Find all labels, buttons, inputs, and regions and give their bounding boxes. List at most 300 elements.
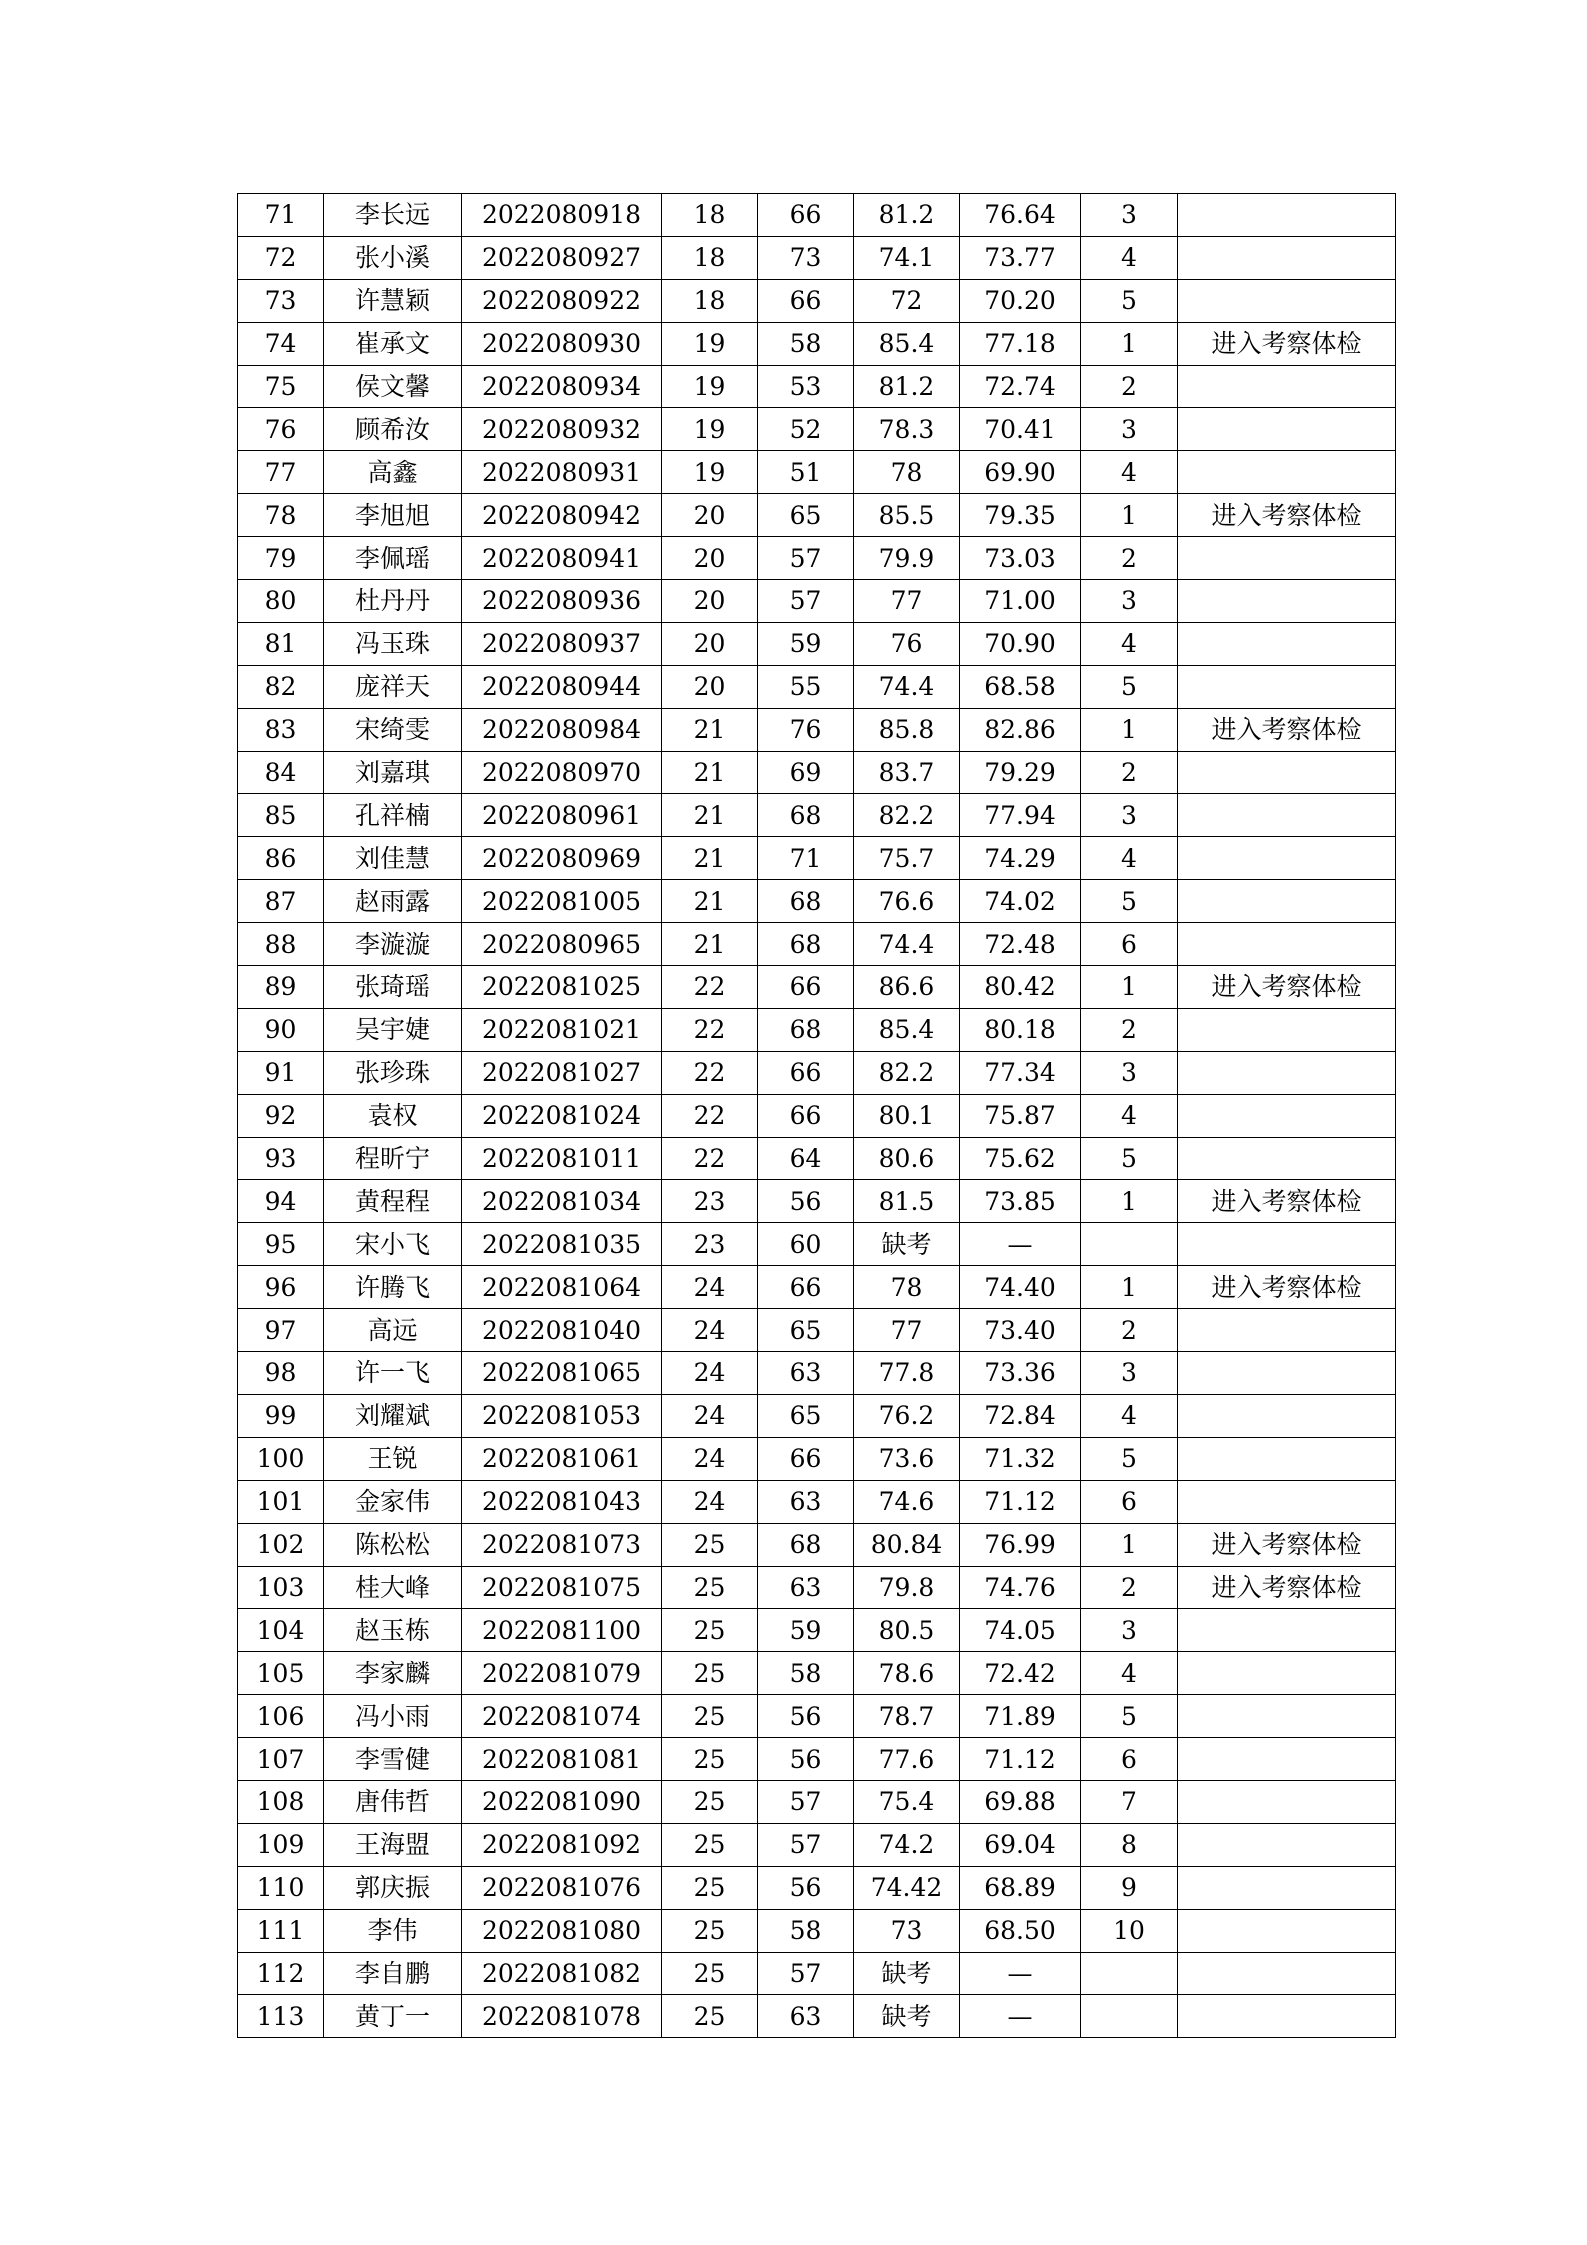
table-row: [238, 751, 1396, 794]
name-cell: 李伟: [324, 1909, 462, 1952]
total-score-cell: 71.89: [960, 1695, 1081, 1738]
written-score-cell: 53: [758, 365, 854, 408]
total-score-cell: 74.05: [960, 1609, 1081, 1652]
name-cell: 冯玉珠: [324, 622, 462, 665]
rank-cell: 1: [1081, 1523, 1178, 1566]
table-row: [238, 1008, 1396, 1051]
exam-id-cell: 2022081090: [462, 1780, 662, 1823]
table-row: [238, 322, 1396, 365]
rank-cell: 4: [1081, 1094, 1178, 1137]
total-score-cell: 74.76: [960, 1566, 1081, 1609]
rank-cell: 5: [1081, 1137, 1178, 1180]
exam-id-cell: 2022081081: [462, 1738, 662, 1781]
position-code-cell: 24: [662, 1394, 758, 1437]
exam-id-cell: 2022081075: [462, 1566, 662, 1609]
exam-id-cell: 2022081034: [462, 1180, 662, 1223]
written-score-cell: 60: [758, 1223, 854, 1266]
remark-cell: [1178, 1652, 1396, 1695]
remark-cell: [1178, 880, 1396, 923]
interview-score-cell: 缺考: [854, 1223, 960, 1266]
interview-score-cell: 80.84: [854, 1523, 960, 1566]
seq-cell: 101: [238, 1480, 324, 1523]
name-cell: 许腾飞: [324, 1266, 462, 1309]
remark-cell: [1178, 1137, 1396, 1180]
remark-cell: [1178, 194, 1396, 237]
name-cell: 李家麟: [324, 1652, 462, 1695]
rank-cell: 1: [1081, 708, 1178, 751]
position-code-cell: 21: [662, 837, 758, 880]
total-score-cell: 77.34: [960, 1051, 1081, 1094]
remark-cell: 进入考察体检: [1178, 966, 1396, 1009]
written-score-cell: 57: [758, 580, 854, 623]
rank-cell: 5: [1081, 665, 1178, 708]
written-score-cell: 69: [758, 751, 854, 794]
position-code-cell: 21: [662, 708, 758, 751]
seq-cell: 100: [238, 1437, 324, 1480]
rank-cell: 10: [1081, 1909, 1178, 1952]
rank-cell: 1: [1081, 322, 1178, 365]
rank-cell: 2: [1081, 751, 1178, 794]
seq-cell: 79: [238, 537, 324, 580]
table-row: [238, 708, 1396, 751]
total-score-cell: 70.90: [960, 622, 1081, 665]
position-code-cell: 24: [662, 1437, 758, 1480]
remark-cell: [1178, 837, 1396, 880]
written-score-cell: 66: [758, 1051, 854, 1094]
position-code-cell: 18: [662, 194, 758, 237]
total-score-cell: 79.29: [960, 751, 1081, 794]
remark-cell: [1178, 1738, 1396, 1781]
position-code-cell: 25: [662, 1995, 758, 2038]
position-code-cell: 25: [662, 1609, 758, 1652]
rank-cell: 5: [1081, 1437, 1178, 1480]
interview-score-cell: 77: [854, 1309, 960, 1352]
interview-score-cell: 76.6: [854, 880, 960, 923]
seq-cell: 78: [238, 494, 324, 537]
name-cell: 王锐: [324, 1437, 462, 1480]
written-score-cell: 59: [758, 1609, 854, 1652]
seq-cell: 92: [238, 1094, 324, 1137]
exam-id-cell: 2022081035: [462, 1223, 662, 1266]
position-code-cell: 20: [662, 537, 758, 580]
rank-cell: 2: [1081, 1309, 1178, 1352]
position-code-cell: 25: [662, 1566, 758, 1609]
table-row: [238, 837, 1396, 880]
seq-cell: 90: [238, 1008, 324, 1051]
total-score-cell: 82.86: [960, 708, 1081, 751]
position-code-cell: 18: [662, 279, 758, 322]
rank-cell: 7: [1081, 1780, 1178, 1823]
position-code-cell: 24: [662, 1352, 758, 1395]
remark-cell: [1178, 1952, 1396, 1995]
seq-cell: 110: [238, 1866, 324, 1909]
exam-id-cell: 2022080927: [462, 236, 662, 279]
remark-cell: [1178, 537, 1396, 580]
results-table: [237, 193, 1396, 2038]
total-score-cell: 74.02: [960, 880, 1081, 923]
name-cell: 赵雨露: [324, 880, 462, 923]
total-score-cell: —: [960, 1995, 1081, 2038]
table-row: [238, 494, 1396, 537]
interview-score-cell: 85.4: [854, 322, 960, 365]
table-row: [238, 1652, 1396, 1695]
total-score-cell: 69.04: [960, 1823, 1081, 1866]
name-cell: 李佩瑶: [324, 537, 462, 580]
total-score-cell: 77.94: [960, 794, 1081, 837]
table-row: [238, 1309, 1396, 1352]
exam-id-cell: 2022081011: [462, 1137, 662, 1180]
position-code-cell: 25: [662, 1695, 758, 1738]
total-score-cell: 77.18: [960, 322, 1081, 365]
table-row: [238, 1609, 1396, 1652]
position-code-cell: 22: [662, 1051, 758, 1094]
exam-id-cell: 2022080918: [462, 194, 662, 237]
interview-score-cell: 78.6: [854, 1652, 960, 1695]
total-score-cell: 75.87: [960, 1094, 1081, 1137]
exam-id-cell: 2022081061: [462, 1437, 662, 1480]
table-row: [238, 1909, 1396, 1952]
seq-cell: 102: [238, 1523, 324, 1566]
seq-cell: 91: [238, 1051, 324, 1094]
position-code-cell: 20: [662, 665, 758, 708]
table-row: [238, 194, 1396, 237]
table-row: [238, 1566, 1396, 1609]
interview-score-cell: 80.1: [854, 1094, 960, 1137]
position-code-cell: 22: [662, 1094, 758, 1137]
name-cell: 王海盟: [324, 1823, 462, 1866]
interview-score-cell: 75.4: [854, 1780, 960, 1823]
rank-cell: [1081, 1223, 1178, 1266]
remark-cell: 进入考察体检: [1178, 708, 1396, 751]
exam-id-cell: 2022081027: [462, 1051, 662, 1094]
position-code-cell: 25: [662, 1738, 758, 1781]
interview-score-cell: 74.1: [854, 236, 960, 279]
interview-score-cell: 80.6: [854, 1137, 960, 1180]
name-cell: 崔承文: [324, 322, 462, 365]
total-score-cell: 73.36: [960, 1352, 1081, 1395]
exam-id-cell: 2022081073: [462, 1523, 662, 1566]
exam-id-cell: 2022080961: [462, 794, 662, 837]
interview-score-cell: 74.6: [854, 1480, 960, 1523]
seq-cell: 80: [238, 580, 324, 623]
name-cell: 高鑫: [324, 451, 462, 494]
written-score-cell: 64: [758, 1137, 854, 1180]
interview-score-cell: 81.5: [854, 1180, 960, 1223]
written-score-cell: 66: [758, 966, 854, 1009]
rank-cell: 9: [1081, 1866, 1178, 1909]
seq-cell: 97: [238, 1309, 324, 1352]
name-cell: 吴宇婕: [324, 1008, 462, 1051]
remark-cell: [1178, 365, 1396, 408]
exam-id-cell: 2022080922: [462, 279, 662, 322]
exam-id-cell: 2022080942: [462, 494, 662, 537]
rank-cell: 2: [1081, 537, 1178, 580]
position-code-cell: 22: [662, 966, 758, 1009]
interview-score-cell: 82.2: [854, 1051, 960, 1094]
remark-cell: 进入考察体检: [1178, 1180, 1396, 1223]
name-cell: 孔祥楠: [324, 794, 462, 837]
exam-id-cell: 2022080984: [462, 708, 662, 751]
table-row: [238, 1780, 1396, 1823]
name-cell: 赵玉栋: [324, 1609, 462, 1652]
exam-id-cell: 2022081092: [462, 1823, 662, 1866]
table-row: [238, 1823, 1396, 1866]
seq-cell: 83: [238, 708, 324, 751]
exam-id-cell: 2022081082: [462, 1952, 662, 1995]
total-score-cell: 73.85: [960, 1180, 1081, 1223]
position-code-cell: 24: [662, 1309, 758, 1352]
remark-cell: [1178, 1051, 1396, 1094]
position-code-cell: 23: [662, 1180, 758, 1223]
interview-score-cell: 73.6: [854, 1437, 960, 1480]
name-cell: 唐伟哲: [324, 1780, 462, 1823]
total-score-cell: 73.40: [960, 1309, 1081, 1352]
seq-cell: 73: [238, 279, 324, 322]
interview-score-cell: 缺考: [854, 1995, 960, 2038]
rank-cell: 6: [1081, 1738, 1178, 1781]
remark-cell: [1178, 751, 1396, 794]
written-score-cell: 63: [758, 1480, 854, 1523]
remark-cell: [1178, 279, 1396, 322]
total-score-cell: 68.50: [960, 1909, 1081, 1952]
name-cell: 李旭旭: [324, 494, 462, 537]
name-cell: 郭庆振: [324, 1866, 462, 1909]
interview-score-cell: 85.4: [854, 1008, 960, 1051]
table-row: [238, 1952, 1396, 1995]
position-code-cell: 20: [662, 494, 758, 537]
total-score-cell: 71.12: [960, 1480, 1081, 1523]
rank-cell: 5: [1081, 1695, 1178, 1738]
seq-cell: 84: [238, 751, 324, 794]
seq-cell: 76: [238, 408, 324, 451]
position-code-cell: 21: [662, 880, 758, 923]
interview-score-cell: 79.8: [854, 1566, 960, 1609]
seq-cell: 94: [238, 1180, 324, 1223]
interview-score-cell: 83.7: [854, 751, 960, 794]
rank-cell: 3: [1081, 1051, 1178, 1094]
name-cell: 宋小飞: [324, 1223, 462, 1266]
position-code-cell: 19: [662, 408, 758, 451]
table-row: [238, 1180, 1396, 1223]
written-score-cell: 51: [758, 451, 854, 494]
exam-id-cell: 2022081043: [462, 1480, 662, 1523]
total-score-cell: 69.88: [960, 1780, 1081, 1823]
position-code-cell: 25: [662, 1952, 758, 1995]
table-row: [238, 279, 1396, 322]
rank-cell: 2: [1081, 1008, 1178, 1051]
interview-score-cell: 81.2: [854, 365, 960, 408]
seq-cell: 112: [238, 1952, 324, 1995]
seq-cell: 81: [238, 622, 324, 665]
rank-cell: 6: [1081, 1480, 1178, 1523]
exam-id-cell: 2022081064: [462, 1266, 662, 1309]
remark-cell: [1178, 1309, 1396, 1352]
written-score-cell: 55: [758, 665, 854, 708]
table-row: [238, 794, 1396, 837]
written-score-cell: 59: [758, 622, 854, 665]
interview-score-cell: 76: [854, 622, 960, 665]
rank-cell: 5: [1081, 880, 1178, 923]
table-row: [238, 1094, 1396, 1137]
position-code-cell: 20: [662, 580, 758, 623]
rank-cell: 4: [1081, 622, 1178, 665]
interview-score-cell: 79.9: [854, 537, 960, 580]
exam-id-cell: 2022081025: [462, 966, 662, 1009]
table-row: [238, 1523, 1396, 1566]
rank-cell: 3: [1081, 1352, 1178, 1395]
exam-id-cell: 2022080937: [462, 622, 662, 665]
seq-cell: 106: [238, 1695, 324, 1738]
total-score-cell: 72.84: [960, 1394, 1081, 1437]
written-score-cell: 68: [758, 923, 854, 966]
remark-cell: [1178, 1094, 1396, 1137]
interview-score-cell: 74.4: [854, 923, 960, 966]
remark-cell: [1178, 1780, 1396, 1823]
written-score-cell: 57: [758, 1952, 854, 1995]
position-code-cell: 23: [662, 1223, 758, 1266]
seq-cell: 95: [238, 1223, 324, 1266]
remark-cell: [1178, 1437, 1396, 1480]
exam-id-cell: 2022080969: [462, 837, 662, 880]
total-score-cell: 70.41: [960, 408, 1081, 451]
remark-cell: [1178, 622, 1396, 665]
seq-cell: 99: [238, 1394, 324, 1437]
interview-score-cell: 78: [854, 1266, 960, 1309]
total-score-cell: 70.20: [960, 279, 1081, 322]
seq-cell: 109: [238, 1823, 324, 1866]
written-score-cell: 58: [758, 1909, 854, 1952]
written-score-cell: 73: [758, 236, 854, 279]
total-score-cell: 72.48: [960, 923, 1081, 966]
remark-cell: 进入考察体检: [1178, 494, 1396, 537]
name-cell: 宋绮雯: [324, 708, 462, 751]
rank-cell: 1: [1081, 1180, 1178, 1223]
total-score-cell: 71.32: [960, 1437, 1081, 1480]
seq-cell: 113: [238, 1995, 324, 2038]
written-score-cell: 56: [758, 1866, 854, 1909]
interview-score-cell: 73: [854, 1909, 960, 1952]
seq-cell: 89: [238, 966, 324, 1009]
name-cell: 刘耀斌: [324, 1394, 462, 1437]
position-code-cell: 25: [662, 1523, 758, 1566]
rank-cell: 1: [1081, 966, 1178, 1009]
name-cell: 张琦瑶: [324, 966, 462, 1009]
remark-cell: [1178, 1480, 1396, 1523]
total-score-cell: 76.99: [960, 1523, 1081, 1566]
written-score-cell: 65: [758, 494, 854, 537]
exam-id-cell: 2022081024: [462, 1094, 662, 1137]
total-score-cell: 72.74: [960, 365, 1081, 408]
total-score-cell: 80.42: [960, 966, 1081, 1009]
position-code-cell: 25: [662, 1823, 758, 1866]
exam-id-cell: 2022080941: [462, 537, 662, 580]
rank-cell: 3: [1081, 408, 1178, 451]
name-cell: 陈松松: [324, 1523, 462, 1566]
remark-cell: [1178, 665, 1396, 708]
remark-cell: [1178, 1866, 1396, 1909]
exam-id-cell: 2022081076: [462, 1866, 662, 1909]
remark-cell: [1178, 580, 1396, 623]
rank-cell: [1081, 1952, 1178, 1995]
seq-cell: 107: [238, 1738, 324, 1781]
interview-score-cell: 86.6: [854, 966, 960, 1009]
position-code-cell: 19: [662, 322, 758, 365]
rank-cell: 3: [1081, 794, 1178, 837]
total-score-cell: 73.03: [960, 537, 1081, 580]
total-score-cell: —: [960, 1952, 1081, 1995]
seq-cell: 103: [238, 1566, 324, 1609]
table-row: [238, 580, 1396, 623]
name-cell: 刘嘉琪: [324, 751, 462, 794]
rank-cell: 2: [1081, 1566, 1178, 1609]
position-code-cell: 19: [662, 451, 758, 494]
seq-cell: 104: [238, 1609, 324, 1652]
remark-cell: [1178, 794, 1396, 837]
exam-id-cell: 2022081074: [462, 1695, 662, 1738]
exam-id-cell: 2022080936: [462, 580, 662, 623]
results-table-body: [238, 194, 1396, 2038]
name-cell: 顾希汝: [324, 408, 462, 451]
written-score-cell: 58: [758, 1652, 854, 1695]
total-score-cell: 68.89: [960, 1866, 1081, 1909]
name-cell: 金家伟: [324, 1480, 462, 1523]
seq-cell: 88: [238, 923, 324, 966]
remark-cell: [1178, 1823, 1396, 1866]
seq-cell: 111: [238, 1909, 324, 1952]
interview-score-cell: 85.8: [854, 708, 960, 751]
exam-id-cell: 2022080932: [462, 408, 662, 451]
seq-cell: 96: [238, 1266, 324, 1309]
rank-cell: 4: [1081, 837, 1178, 880]
table-row: [238, 1480, 1396, 1523]
table-row: [238, 665, 1396, 708]
name-cell: 程昕宁: [324, 1137, 462, 1180]
table-row: [238, 451, 1396, 494]
written-score-cell: 63: [758, 1995, 854, 2038]
position-code-cell: 24: [662, 1480, 758, 1523]
position-code-cell: 21: [662, 794, 758, 837]
rank-cell: 4: [1081, 1394, 1178, 1437]
position-code-cell: 25: [662, 1780, 758, 1823]
interview-score-cell: 76.2: [854, 1394, 960, 1437]
total-score-cell: 74.40: [960, 1266, 1081, 1309]
table-row: [238, 1051, 1396, 1094]
written-score-cell: 65: [758, 1394, 854, 1437]
table-row: [238, 1738, 1396, 1781]
interview-score-cell: 81.2: [854, 194, 960, 237]
seq-cell: 98: [238, 1352, 324, 1395]
remark-cell: [1178, 1695, 1396, 1738]
table-row: [238, 365, 1396, 408]
written-score-cell: 58: [758, 322, 854, 365]
table-row: [238, 1394, 1396, 1437]
written-score-cell: 56: [758, 1180, 854, 1223]
rank-cell: 3: [1081, 1609, 1178, 1652]
exam-id-cell: 2022081078: [462, 1995, 662, 2038]
table-row: [238, 923, 1396, 966]
position-code-cell: 22: [662, 1008, 758, 1051]
seq-cell: 72: [238, 236, 324, 279]
written-score-cell: 66: [758, 1266, 854, 1309]
written-score-cell: 66: [758, 194, 854, 237]
remark-cell: 进入考察体检: [1178, 1266, 1396, 1309]
remark-cell: [1178, 1008, 1396, 1051]
written-score-cell: 52: [758, 408, 854, 451]
interview-score-cell: 78: [854, 451, 960, 494]
seq-cell: 105: [238, 1652, 324, 1695]
exam-id-cell: 2022081100: [462, 1609, 662, 1652]
written-score-cell: 57: [758, 1823, 854, 1866]
